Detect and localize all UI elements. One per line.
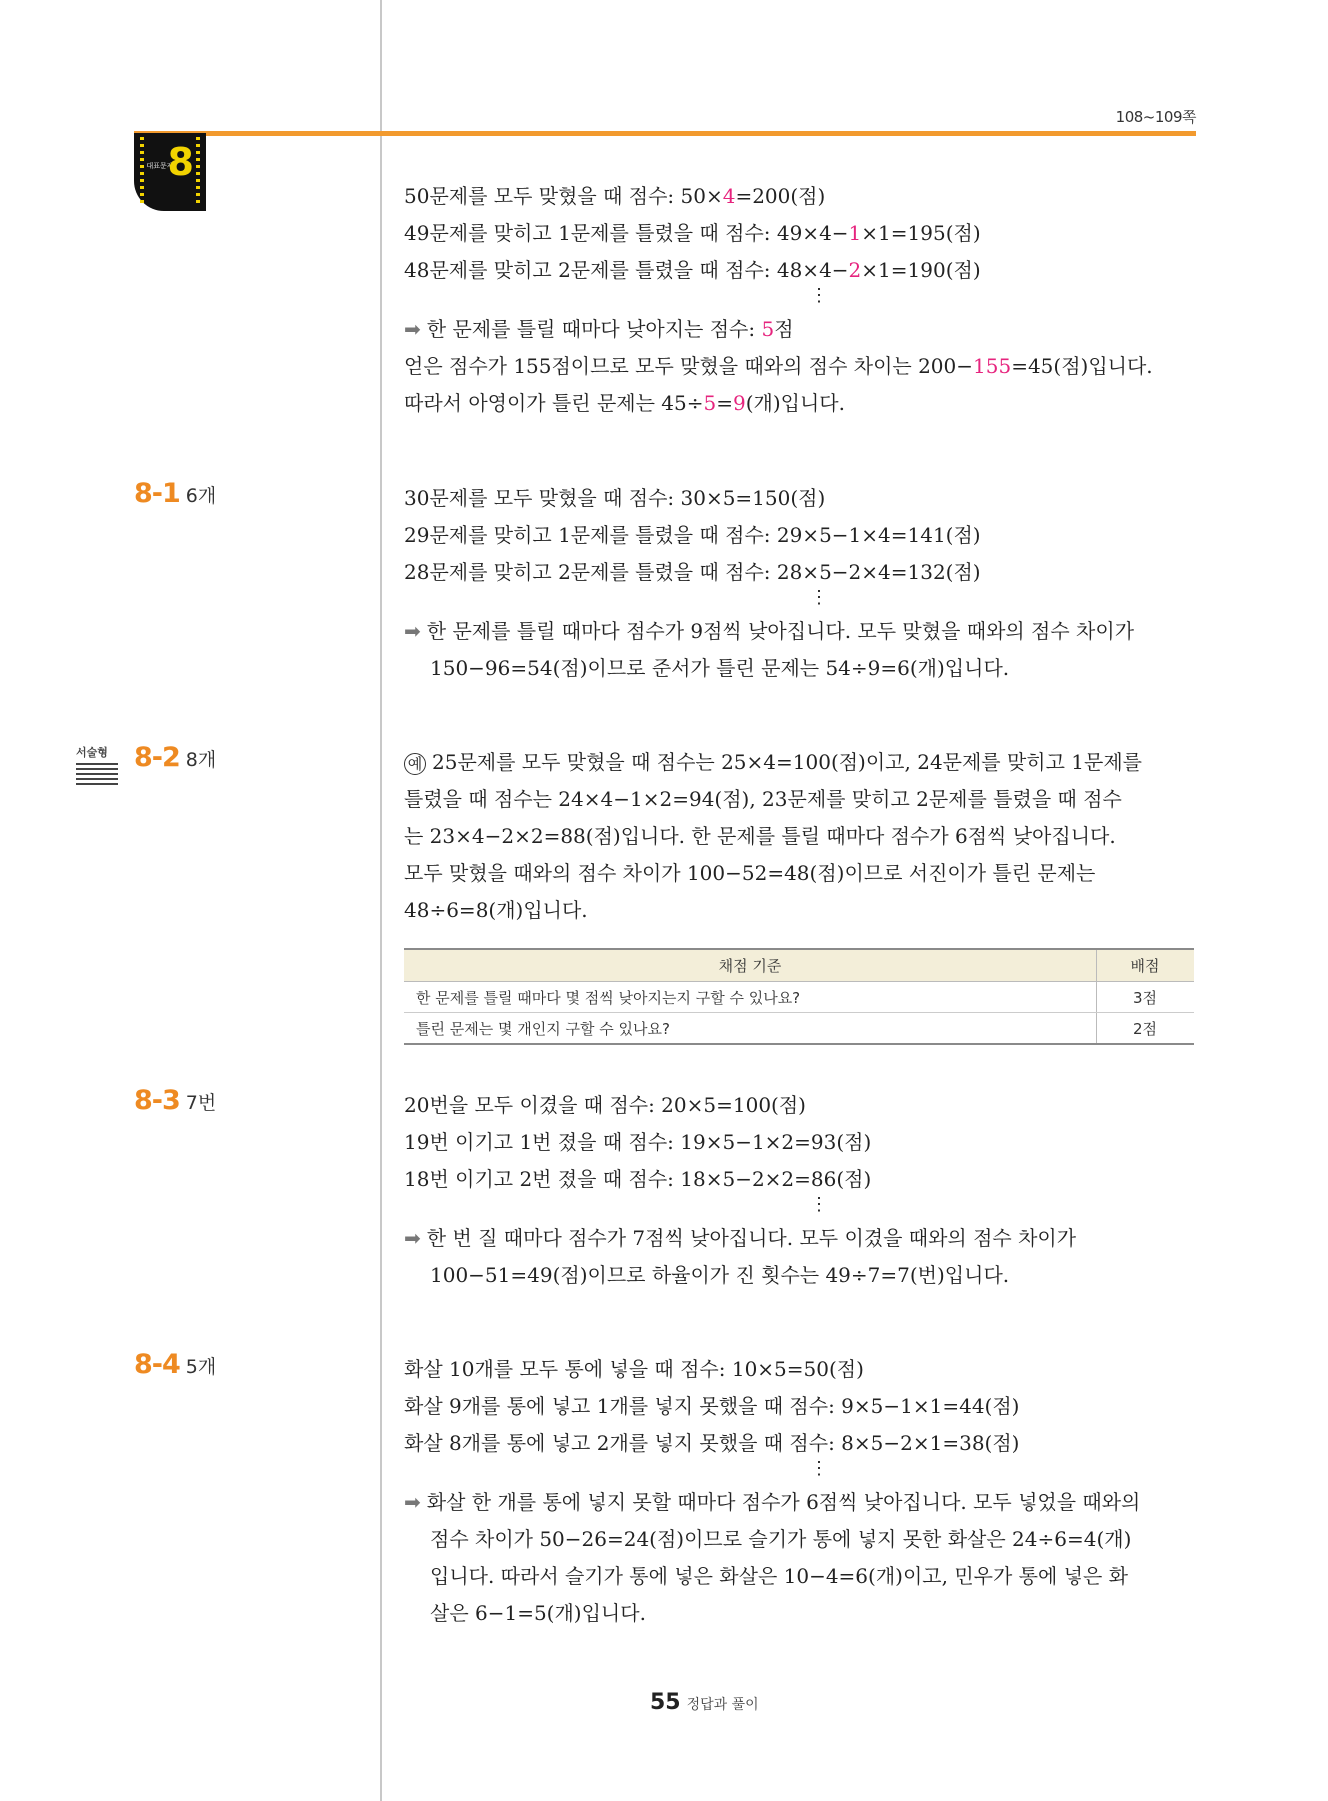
descriptive-tag-text: 서술형	[76, 746, 108, 759]
conclusion-line: 살은 6−1=5(개)입니다.	[430, 1601, 646, 1625]
problem-number: 8-1	[134, 478, 180, 509]
points-header: 배점	[1097, 949, 1195, 982]
conclusion-line: ➡ 한 문제를 틀릴 때마다 점수가 9점씩 낮아집니다. 모두 맞혔을 때와의 점수 차이가	[404, 619, 1135, 643]
solution-line: 19번 이기고 1번 졌을 때 점수: 19×5−1×2=93(점)	[404, 1130, 872, 1154]
rep-solution	[404, 178, 1194, 422]
film-strip-left	[140, 137, 144, 205]
vertical-ellipsis: ⋮	[810, 1458, 828, 1479]
rep-line-3: 48문제를 맞히고 2문제를 틀렸을 때 점수: 48×4−2×1=190(점)	[404, 258, 981, 282]
conclusion-line: 점수 차이가 50−26=24(점)이므로 슬기가 통에 넣지 못한 화살은 24÷6=4(개)	[430, 1527, 1132, 1551]
problem-8-3-label	[134, 1085, 216, 1116]
table-header-row	[404, 949, 1194, 982]
solution-line: 모두 맞혔을 때와의 점수 차이가 100−52=48(점)이므로 서진이가 틀린 문제는	[404, 861, 1096, 885]
problem-8-2-label	[134, 742, 216, 773]
rep-line-6: 따라서 아영이가 틀린 문제는 45÷5=9(개)입니다.	[404, 391, 845, 415]
solution-line: 48÷6=8(개)입니다.	[404, 898, 588, 922]
solution-line: 29문제를 맞히고 1문제를 틀렸을 때 점수: 29×5−1×4=141(점)	[404, 523, 981, 547]
conclusion-line: ➡ 화살 한 개를 통에 넣지 못할 때마다 점수가 6점씩 낮아집니다. 모두 넣었을 때와의	[404, 1490, 1141, 1514]
solution-line: 틀렸을 때 점수는 24×4−1×2=94(점), 23문제를 맞히고 2문제를 틀렸을 때 점수	[404, 787, 1122, 811]
solution-line: 화살 10개를 모두 통에 넣을 때 점수: 10×5=50(점)	[404, 1357, 864, 1381]
rep-line-5: 얻은 점수가 155점이므로 모두 맞혔을 때와의 점수 차이는 200−155=45(점)입니다.	[404, 354, 1153, 378]
rep-line-4: ➡ 한 문제를 틀릴 때마다 낮아지는 점수: 5점	[404, 317, 794, 341]
problem-number: 8-3	[134, 1085, 180, 1116]
footer-title: 정답과 풀이	[686, 1697, 759, 1713]
problem-8-1-solution	[404, 480, 1194, 687]
problem-answer: 7번	[185, 1092, 217, 1114]
solution-line: 예 25문제를 모두 맞혔을 때 점수는 25×4=100(점)이고, 24문제를 맞히고 1문제를	[404, 744, 1194, 781]
page-number: 55	[650, 1690, 681, 1715]
solution-line: 화살 9개를 통에 넣고 1개를 넣지 못했을 때 점수: 9×5−1×1=44(점)	[404, 1394, 1020, 1418]
problem-answer: 5개	[185, 1356, 217, 1378]
table-row	[404, 1013, 1194, 1045]
lines-icon	[76, 763, 118, 785]
conclusion-line: 150−96=54(점)이므로 준서가 틀린 문제는 54÷9=6(개)입니다.	[430, 656, 1010, 680]
solution-line: 20번을 모두 이겼을 때 점수: 20×5=100(점)	[404, 1093, 806, 1117]
arrow-icon: ➡	[404, 619, 421, 643]
problem-number: 8-4	[134, 1349, 180, 1380]
arrow-icon: ➡	[404, 1226, 421, 1250]
conclusion-line: 입니다. 따라서 슬기가 통에 넣은 화살은 10−4=6(개)이고, 민우가 통에 넣은 화	[430, 1564, 1128, 1588]
criteria-cell: 한 문제를 틀릴 때마다 몇 점씩 낮아지는지 구할 수 있나요?	[404, 982, 1097, 1013]
header-bar	[134, 131, 1196, 136]
vertical-ellipsis: ⋮	[810, 285, 828, 306]
badge-label: 대표문제	[146, 162, 174, 170]
representative-problem-badge	[134, 133, 206, 211]
rep-line-1: 50문제를 모두 맞혔을 때 점수: 50×4=200(점)	[404, 184, 826, 208]
conclusion-line: 100−51=49(점)이므로 하율이가 진 횟수는 49÷7=7(번)입니다.	[430, 1263, 1010, 1287]
problem-answer: 6개	[185, 485, 217, 507]
problem-number: 8-2	[134, 742, 180, 773]
problem-8-2-solution	[404, 744, 1194, 929]
points-cell: 2점	[1097, 1013, 1195, 1045]
column-divider	[380, 0, 382, 1801]
problem-8-1-label	[134, 478, 216, 509]
problem-8-4-label	[134, 1349, 216, 1380]
solution-line: 화살 8개를 통에 넣고 2개를 넣지 못했을 때 점수: 8×5−2×1=38(점)	[404, 1431, 1020, 1455]
vertical-ellipsis: ⋮	[810, 587, 828, 608]
points-cell: 3점	[1097, 982, 1195, 1013]
criteria-cell: 틀린 문제는 몇 개인지 구할 수 있나요?	[404, 1013, 1097, 1045]
rep-line-2: 49문제를 맞히고 1문제를 틀렸을 때 점수: 49×4−1×1=195(점)	[404, 221, 981, 245]
problem-8-4-solution	[404, 1351, 1194, 1632]
film-strip-right	[196, 137, 200, 205]
problem-8-3-solution	[404, 1087, 1194, 1294]
page-footer	[650, 1690, 759, 1715]
arrow-icon: ➡	[404, 317, 421, 341]
problem-answer: 8개	[185, 749, 217, 771]
scoring-criteria-table	[404, 948, 1194, 1045]
descriptive-tag	[76, 744, 118, 785]
conclusion-line: ➡ 한 번 질 때마다 점수가 7점씩 낮아집니다. 모두 이겼을 때와의 점수 차이가	[404, 1226, 1077, 1250]
solution-line: 는 23×4−2×2=88(점)입니다. 한 문제를 틀릴 때마다 점수가 6점씩 낮아집니다.	[404, 824, 1116, 848]
solution-line: 30문제를 모두 맞혔을 때 점수: 30×5=150(점)	[404, 486, 826, 510]
arrow-icon: ➡	[404, 1490, 421, 1514]
badge-number: 8	[167, 140, 194, 184]
solution-line: 18번 이기고 2번 졌을 때 점수: 18×5−2×2=86(점)	[404, 1167, 872, 1191]
example-mark: 예	[404, 753, 426, 775]
page-range: 108~109쪽	[1115, 108, 1196, 126]
solution-line: 28문제를 맞히고 2문제를 틀렸을 때 점수: 28×5−2×4=132(점)	[404, 560, 981, 584]
vertical-ellipsis: ⋮	[810, 1194, 828, 1215]
table-row	[404, 982, 1194, 1013]
criteria-header: 채점 기준	[404, 949, 1097, 982]
